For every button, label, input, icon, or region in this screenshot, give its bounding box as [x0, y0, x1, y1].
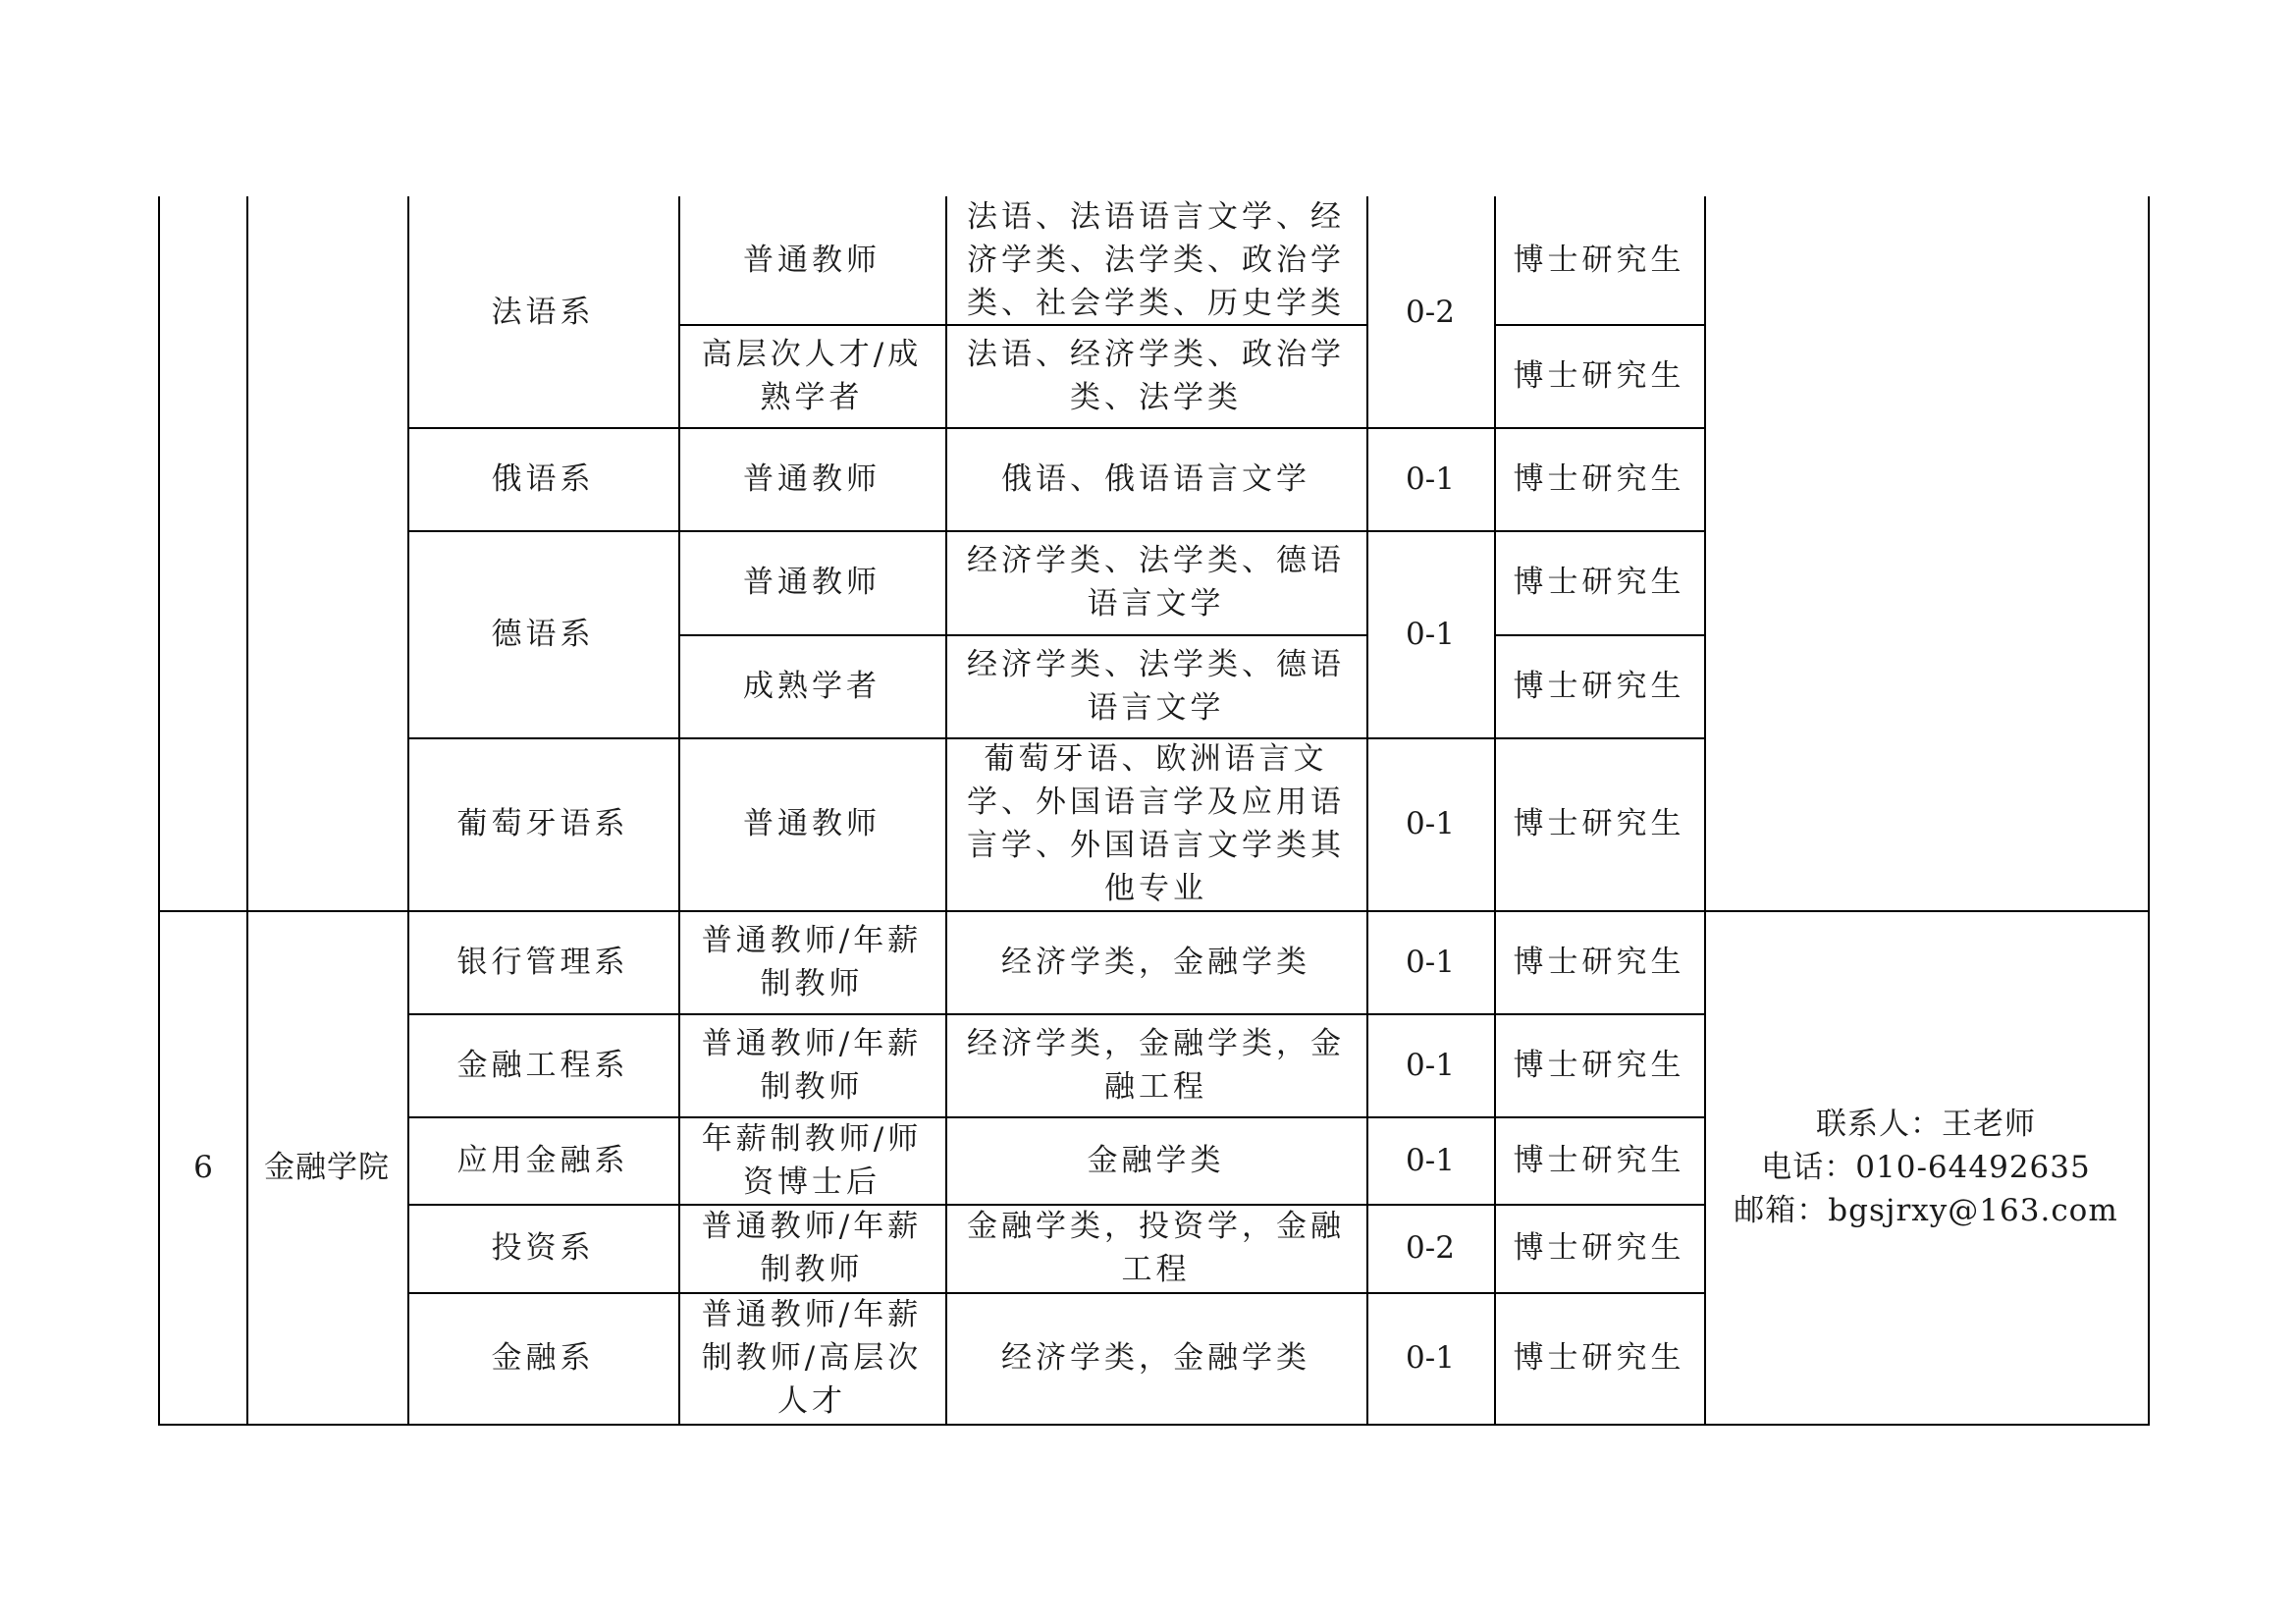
degree-cell: 博士研究生 — [1513, 460, 1685, 497]
dept-cell: 德语系 — [491, 616, 595, 652]
count-cell: 0-2 — [1406, 294, 1455, 330]
position-type-cell: 普通教师 — [743, 806, 881, 841]
contact-cell — [1704, 910, 2148, 1424]
position-type-cell: 成熟学者 — [743, 668, 881, 704]
count-cell: 0-2 — [1406, 1230, 1455, 1266]
position-type-cell: 普通教师/年薪制教师/高层次人才 — [701, 1297, 923, 1419]
dept-cell: 投资系 — [491, 1230, 595, 1266]
degree-cell: 博士研究生 — [1513, 1047, 1685, 1083]
degree-cell: 博士研究生 — [1513, 1142, 1685, 1178]
position-type-cell: 普通教师 — [743, 460, 881, 497]
degree-cell: 博士研究生 — [1513, 806, 1685, 841]
major-cell: 经济学类，金融学类 — [1001, 944, 1310, 980]
count-cell: 0-1 — [1406, 1340, 1455, 1376]
recruitment-table — [158, 196, 2150, 1426]
dept-cell: 应用金融系 — [456, 1142, 629, 1178]
count-cell: 0-1 — [1406, 806, 1455, 841]
dept-cell: 金融工程系 — [456, 1047, 629, 1083]
index-cell: 6 — [193, 1149, 213, 1185]
position-type-cell: 普通教师 — [743, 565, 881, 600]
major-cell: 经济学类、法学类、德语语言文学 — [967, 646, 1345, 726]
degree-cell: 博士研究生 — [1513, 668, 1685, 704]
count-cell: 0-1 — [1406, 616, 1455, 652]
position-type-cell: 普通教师 — [743, 243, 881, 278]
dept-cell: 银行管理系 — [456, 944, 629, 980]
position-type-cell: 高层次人才/成熟学者 — [701, 336, 923, 415]
count-cell: 0-1 — [1406, 1142, 1455, 1178]
position-type-cell: 年薪制教师/师资博士后 — [701, 1120, 923, 1200]
dept-cell: 俄语系 — [491, 460, 595, 497]
degree-cell: 博士研究生 — [1513, 944, 1685, 980]
major-cell: 法语、经济学类、政治学类、法学类 — [967, 336, 1345, 415]
position-type-cell: 普通教师/年薪制教师 — [701, 922, 923, 1001]
degree-cell: 博士研究生 — [1513, 1340, 1685, 1376]
major-cell: 经济学类，金融学类，金融工程 — [967, 1025, 1345, 1105]
contact-email: 邮箱：bgsjrxy@163.com — [1734, 1192, 2118, 1228]
major-cell: 经济学类、法学类、德语语言文学 — [967, 543, 1345, 622]
dept-cell: 葡萄牙语系 — [456, 806, 629, 841]
degree-cell: 博士研究生 — [1513, 565, 1685, 600]
dept-cell: 金融系 — [491, 1340, 595, 1376]
major-cell: 金融学类 — [1087, 1142, 1225, 1178]
count-cell: 0-1 — [1406, 944, 1455, 980]
count-cell: 0-1 — [1406, 1047, 1455, 1083]
dept-cell: 法语系 — [491, 294, 595, 330]
major-cell: 俄语、俄语语言文学 — [1001, 460, 1310, 497]
degree-cell: 博士研究生 — [1513, 357, 1685, 394]
degree-cell: 博士研究生 — [1513, 1230, 1685, 1266]
college-cell: 金融学院 — [264, 1149, 390, 1185]
major-cell: 法语、法语语言文学、经济学类、法学类、政治学类、社会学类、历史学类 — [967, 199, 1345, 321]
count-cell: 0-1 — [1406, 460, 1455, 497]
contact-person: 联系人：王老师 — [1816, 1106, 2036, 1142]
position-type-cell: 普通教师/年薪制教师 — [701, 1209, 923, 1287]
major-cell: 经济学类，金融学类 — [1001, 1340, 1310, 1376]
major-cell: 金融学类，投资学，金融工程 — [967, 1209, 1345, 1287]
position-type-cell: 普通教师/年薪制教师 — [701, 1025, 923, 1105]
degree-cell: 博士研究生 — [1513, 243, 1685, 278]
contact-phone: 电话：010-64492635 — [1761, 1149, 2091, 1185]
major-cell: 葡萄牙语、欧洲语言文学、外国语言学及应用语言学、外国语言文学类其他专业 — [967, 741, 1345, 906]
